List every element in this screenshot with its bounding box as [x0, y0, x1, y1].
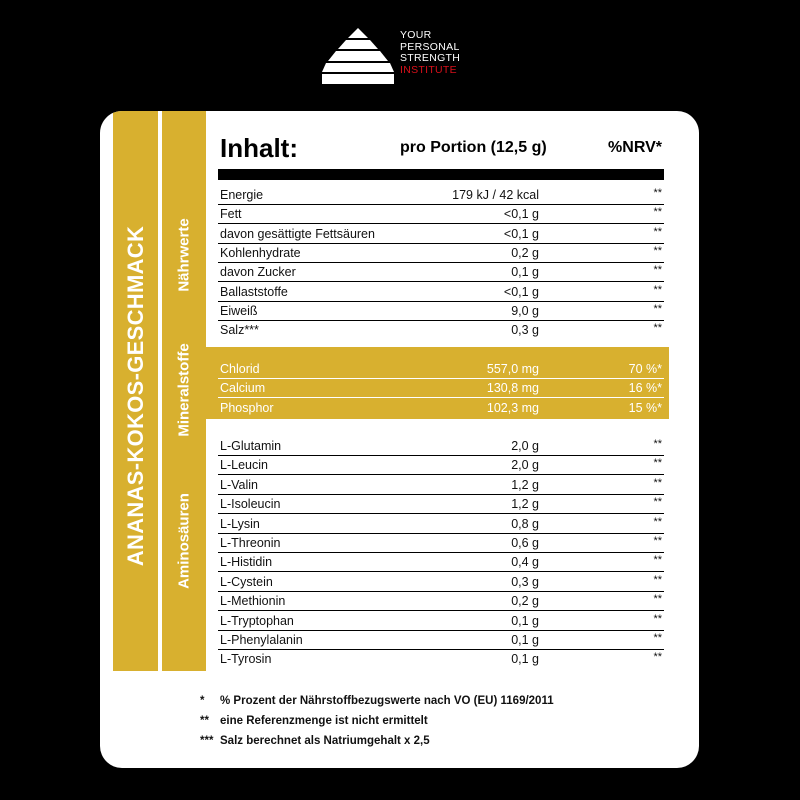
nutrient-nrv: **	[653, 283, 662, 296]
nutrient-nrv: 15 %*	[628, 400, 662, 415]
nutrient-nrv: **	[653, 438, 662, 450]
section-label-aminosaeuren: Aminosäuren	[175, 493, 193, 589]
table-row	[218, 320, 664, 339]
nutrient-value: 0,8 g	[511, 516, 539, 531]
header-divider	[218, 169, 664, 180]
nutrient-name: L-Phenylalanin	[220, 633, 303, 647]
footnote: * % Prozent der Nährstoffbezugswerte nach VO (EU) 1169/2011	[200, 695, 554, 707]
nutrient-value: 179 kJ / 42 kcal	[452, 188, 539, 202]
nutrient-value: 0,1 g	[511, 613, 539, 628]
nutrient-nrv: **	[653, 651, 662, 664]
nutrient-name: Chlorid	[220, 362, 260, 376]
nutrient-name: L-Histidin	[220, 555, 273, 570]
nutrient-name: L-Tyrosin	[220, 652, 272, 667]
nutrient-value: 2,0 g	[511, 458, 539, 473]
nutrient-name: davon gesättigte Fettsäuren	[220, 226, 375, 241]
brand-line: PERSONAL	[400, 40, 460, 53]
nutrient-name: L-Glutamin	[220, 439, 282, 453]
brand-line: YOUR	[400, 29, 432, 41]
nutrient-name: L-Valin	[220, 477, 258, 492]
table-row	[218, 359, 664, 379]
table-row	[218, 591, 664, 611]
nutrient-name: L-Cystein	[220, 574, 273, 589]
footnote: ** eine Referenzmenge ist nicht ermittelt	[200, 715, 428, 727]
nutrient-name: L-Isoleucin	[220, 497, 281, 512]
nutrient-value: 0,1 g	[511, 633, 539, 647]
nutrient-nrv: **	[653, 515, 662, 528]
nutrient-value: 102,3 mg	[486, 400, 539, 415]
table-row	[218, 475, 664, 495]
nutrient-nrv: **	[653, 264, 662, 277]
nutrient-value: 0,2 g	[511, 594, 539, 609]
table-row	[218, 455, 664, 475]
nutrient-name: Fett	[220, 207, 242, 222]
table-row	[218, 552, 664, 572]
nutrient-name: Eiweiß	[220, 303, 258, 318]
nutrient-name: Calcium	[220, 381, 266, 396]
nutrient-name: Salz***	[220, 323, 259, 338]
nutrition-label-card	[100, 111, 699, 768]
nutrient-nrv: **	[653, 612, 662, 625]
nutrient-value: 130,8 mg	[486, 381, 539, 396]
table-row	[218, 204, 664, 224]
nutrient-value: <0,1 g	[503, 226, 539, 241]
table-row	[218, 243, 664, 263]
nutrient-value: 0,3 g	[511, 323, 539, 338]
column-header-portion: pro Portion (12,5 g)	[400, 139, 547, 156]
table-row	[218, 514, 664, 534]
nutrient-nrv: **	[653, 632, 662, 644]
table-row	[218, 301, 664, 321]
nutrient-value: <0,1 g	[503, 284, 539, 299]
nutrient-nrv: **	[653, 476, 662, 489]
section-label-naehrwerte: Nährwerte	[175, 218, 193, 292]
nutrient-nrv: **	[653, 535, 662, 547]
nutrient-nrv: **	[653, 554, 662, 567]
table-row	[218, 649, 664, 668]
nutrient-value: <0,1 g	[503, 207, 539, 222]
table-row	[218, 185, 664, 205]
table-row	[218, 630, 664, 650]
nutrient-nrv: **	[653, 573, 662, 586]
pyramid-icon	[322, 28, 394, 86]
nutrient-nrv: **	[653, 457, 662, 470]
nutrient-name: L-Methionin	[220, 594, 286, 609]
nutrient-name: Energie	[220, 188, 264, 202]
nutrient-value: 557,0 mg	[486, 362, 539, 376]
nutrient-nrv: **	[653, 225, 662, 238]
nutrient-nrv: **	[653, 593, 662, 606]
nutrient-nrv: **	[653, 187, 662, 199]
nutrient-name: L-Threonin	[220, 536, 281, 550]
table-title: Inhalt:	[220, 133, 298, 163]
table-row	[218, 224, 664, 244]
footnote: *** Salz berechnet als Natriumgehalt x 2,5	[200, 735, 430, 747]
brand-logo	[322, 28, 482, 88]
nutrient-nrv: 70 %*	[628, 362, 662, 376]
nutrient-nrv: **	[653, 244, 662, 257]
table-row	[218, 282, 664, 302]
table-row	[218, 262, 664, 282]
flavor-label: ANANAS-KOKOS-GESCHMACK	[123, 225, 148, 567]
nutrient-value: 1,2 g	[511, 497, 539, 512]
nutrient-name: L-Tryptophan	[220, 613, 294, 628]
nutrient-value: 0,2 g	[511, 245, 539, 260]
column-header-nrv: %NRV*	[608, 139, 662, 156]
nutrient-value: 0,4 g	[511, 555, 539, 570]
nutrient-value: 9,0 g	[511, 303, 539, 318]
table-row	[218, 572, 664, 592]
nutrient-nrv: **	[653, 496, 662, 509]
nutrient-value: 0,1 g	[511, 652, 539, 667]
table-row	[218, 494, 664, 514]
nutrient-nrv: 16 %*	[628, 381, 662, 396]
table-row	[218, 398, 664, 417]
nutrient-value: 0,1 g	[511, 265, 539, 280]
brand-line: STRENGTH	[400, 52, 461, 64]
brand-line-accent: INSTITUTE	[400, 63, 457, 76]
nutrient-value: 2,0 g	[511, 439, 539, 453]
nutrient-name: Ballaststoffe	[220, 284, 288, 299]
nutrient-name: L-Leucin	[220, 458, 268, 473]
brand-name	[400, 30, 460, 76]
nutrient-nrv: **	[653, 322, 662, 335]
nutrient-value: 0,3 g	[511, 574, 539, 589]
nutrient-value: 1,2 g	[511, 477, 539, 492]
table-row	[218, 436, 664, 456]
table-row	[218, 378, 664, 398]
nutrient-name: davon Zucker	[220, 265, 296, 280]
section-label-mineralstoffe: Mineralstoffe	[175, 343, 193, 437]
nutrient-value: 0,6 g	[511, 536, 539, 550]
nutrient-name: Phosphor	[220, 400, 274, 415]
nutrient-nrv: **	[653, 206, 662, 219]
table-row	[218, 611, 664, 631]
table-row	[218, 533, 664, 553]
nutrient-nrv: **	[653, 302, 662, 315]
nutrient-name: Kohlenhydrate	[220, 245, 301, 260]
nutrient-name: L-Lysin	[220, 516, 260, 531]
